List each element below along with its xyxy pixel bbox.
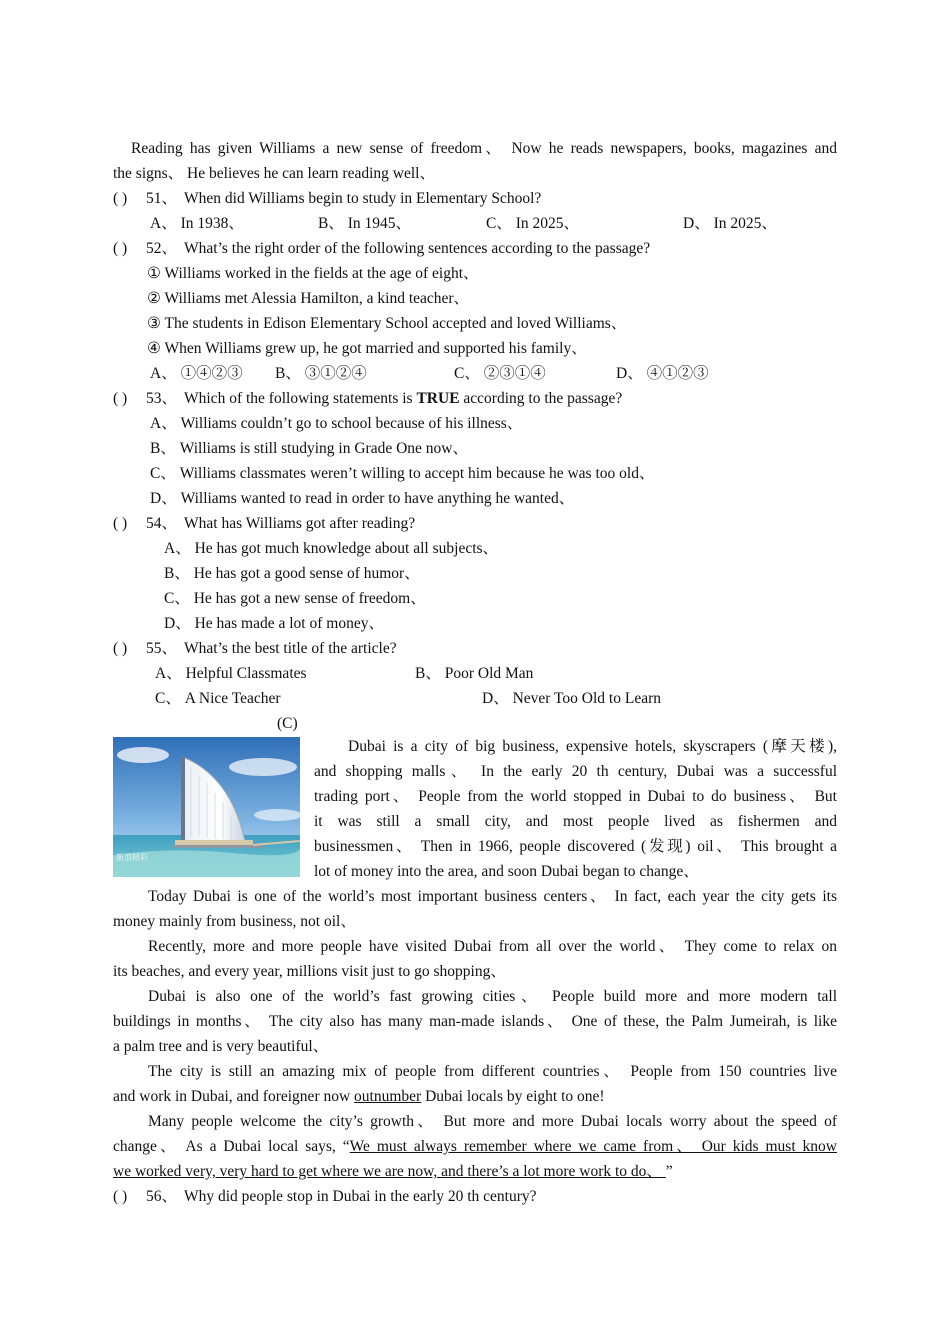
burj-al-arab-photo <box>113 737 300 877</box>
underlined-quote: we worked very, very hard to get where we are now, and there’s a lot more work to do、 <box>113 1163 666 1180</box>
option-c: C、 A Nice Teacher <box>155 690 281 707</box>
ordering-sentence: ② Williams met Alessia Hamilton, a kind teacher、 <box>147 290 470 307</box>
option-b: B、 ③①②④ <box>275 365 367 382</box>
answer-blank: ( ) <box>113 190 128 207</box>
option-b: B、 Williams is still studying in Grade One now、 <box>150 440 468 457</box>
option-a: A、 Helpful Classmates <box>155 665 307 682</box>
underlined-word: outnumber <box>354 1088 422 1105</box>
paragraph-line: Today Dubai is one of the world’s most important business centers、 In fact, each year the city gets its <box>148 888 837 905</box>
option-a: A、 Williams couldn’t go to school because of his illness、 <box>150 415 523 432</box>
paragraph-line: and work in Dubai, and foreigner now outnumber Dubai locals by eight to one! <box>113 1088 605 1105</box>
option-d: D、 He has made a lot of money、 <box>164 615 384 632</box>
option-b: B、 He has got a good sense of humor、 <box>164 565 420 582</box>
option-a: A、 ①④②③ <box>150 365 243 382</box>
paragraph-line: businessmen、 Then in 1966, people discovered (发现) oil、 This brought a <box>314 838 837 855</box>
paragraph-line: change、 As a Dubai local says, “We must always remember where we came from、 Our kids must know <box>113 1138 838 1155</box>
ordering-sentence: ③ The students in Edison Elementary School accepted and loved Williams、 <box>147 315 627 332</box>
option-c: C、 He has got a new sense of freedom、 <box>164 590 426 607</box>
answer-blank: ( ) <box>113 1188 128 1205</box>
option-c: C、 ②③①④ <box>454 365 546 382</box>
option-d: D、 Williams wanted to read in order to have anything he wanted、 <box>150 490 575 507</box>
option-a: A、 In 1938、 <box>150 215 244 232</box>
underlined-quote: We must always remember where we came from、 Our kids must know <box>349 1138 838 1155</box>
answer-blank: ( ) <box>113 390 128 407</box>
paragraph-line: Many people welcome the city’s growth、 But more and more Dubai locals worry about the speed of <box>148 1113 837 1130</box>
paragraph-line: we worked very, very hard to get where we are now, and there’s a lot more work to do、 ” <box>113 1163 673 1180</box>
paragraph-line: lot of money into the area, and soon Dubai began to change、 <box>314 863 699 880</box>
option-d: D、 ④①②③ <box>616 365 709 382</box>
paragraph-line: and shopping malls、 In the early 20 th century, Dubai was a successful <box>314 763 837 780</box>
answer-blank: ( ) <box>113 640 128 657</box>
question-stem: Why did people stop in Dubai in the early 20 th century? <box>184 1188 537 1205</box>
question-number: 54、 <box>146 515 178 532</box>
answer-blank: ( ) <box>113 240 128 257</box>
section-label: (C) <box>277 715 298 732</box>
question-number: 51、 <box>146 190 178 207</box>
option-d: D、 In 2025、 <box>683 215 777 232</box>
answer-blank: ( ) <box>113 515 128 532</box>
option-c: C、 In 2025、 <box>486 215 580 232</box>
question-stem: When did Williams begin to study in Elementary School? <box>184 190 542 207</box>
paragraph-line: Dubai is a city of big business, expensive hotels, skyscrapers (摩天楼), <box>348 738 837 755</box>
question-stem: What’s the best title of the article? <box>184 640 397 657</box>
paragraph-line: Recently, more and more people have visited Dubai from all over the world、 They come to relax on <box>148 938 837 955</box>
photo-watermark: 新浪精彩 <box>116 853 148 862</box>
paragraph-line: trading port、 People from the world stopped in Dubai to do business、 But <box>314 788 837 805</box>
question-stem: What’s the right order of the following sentences according to the passage? <box>184 240 651 257</box>
paragraph-line: it was still a small city, and most people lived as fishermen and <box>314 813 837 830</box>
emphasis-true: TRUE <box>416 390 460 407</box>
option-b: B、 In 1945、 <box>318 215 412 232</box>
option-a: A、 He has got much knowledge about all subjects、 <box>164 540 499 557</box>
option-d: D、 Never Too Old to Learn <box>482 690 661 707</box>
option-b: B、 Poor Old Man <box>415 665 534 682</box>
paragraph-line: the signs、 He believes he can learn reading well、 <box>113 165 435 182</box>
ordering-sentence: ④ When Williams grew up, he got married and supported his family、 <box>147 340 587 357</box>
option-c: C、 Williams classmates weren’t willing to accept him because he was too old、 <box>150 465 655 482</box>
paragraph-line: The city is still an amazing mix of people from different countries、 People from 150 countries live <box>148 1063 837 1080</box>
paragraph-line: Reading has given Williams a new sense of freedom、 Now he reads newspapers, books, magazines and <box>131 140 837 157</box>
question-number: 55、 <box>146 640 178 657</box>
paragraph-line: money mainly from business, not oil、 <box>113 913 356 930</box>
question-number: 52、 <box>146 240 178 257</box>
paragraph-line: Dubai is also one of the world’s fast growing cities、 People build more and more modern tall <box>148 988 837 1005</box>
question-stem: What has Williams got after reading? <box>184 515 416 532</box>
ordering-sentence: ① Williams worked in the fields at the age of eight、 <box>147 265 479 282</box>
question-number: 53、 <box>146 390 178 407</box>
question-number: 56、 <box>146 1188 178 1205</box>
paragraph-line: buildings in months、 The city also has many man-made islands、 One of these, the Palm Jumeirah, is like <box>113 1013 837 1030</box>
paragraph-line: its beaches, and every year, millions visit just to go shopping、 <box>113 963 506 980</box>
paragraph-line: a palm tree and is very beautiful、 <box>113 1038 329 1055</box>
question-stem: Which of the following statements is TRUE according to the passage? <box>184 390 623 407</box>
